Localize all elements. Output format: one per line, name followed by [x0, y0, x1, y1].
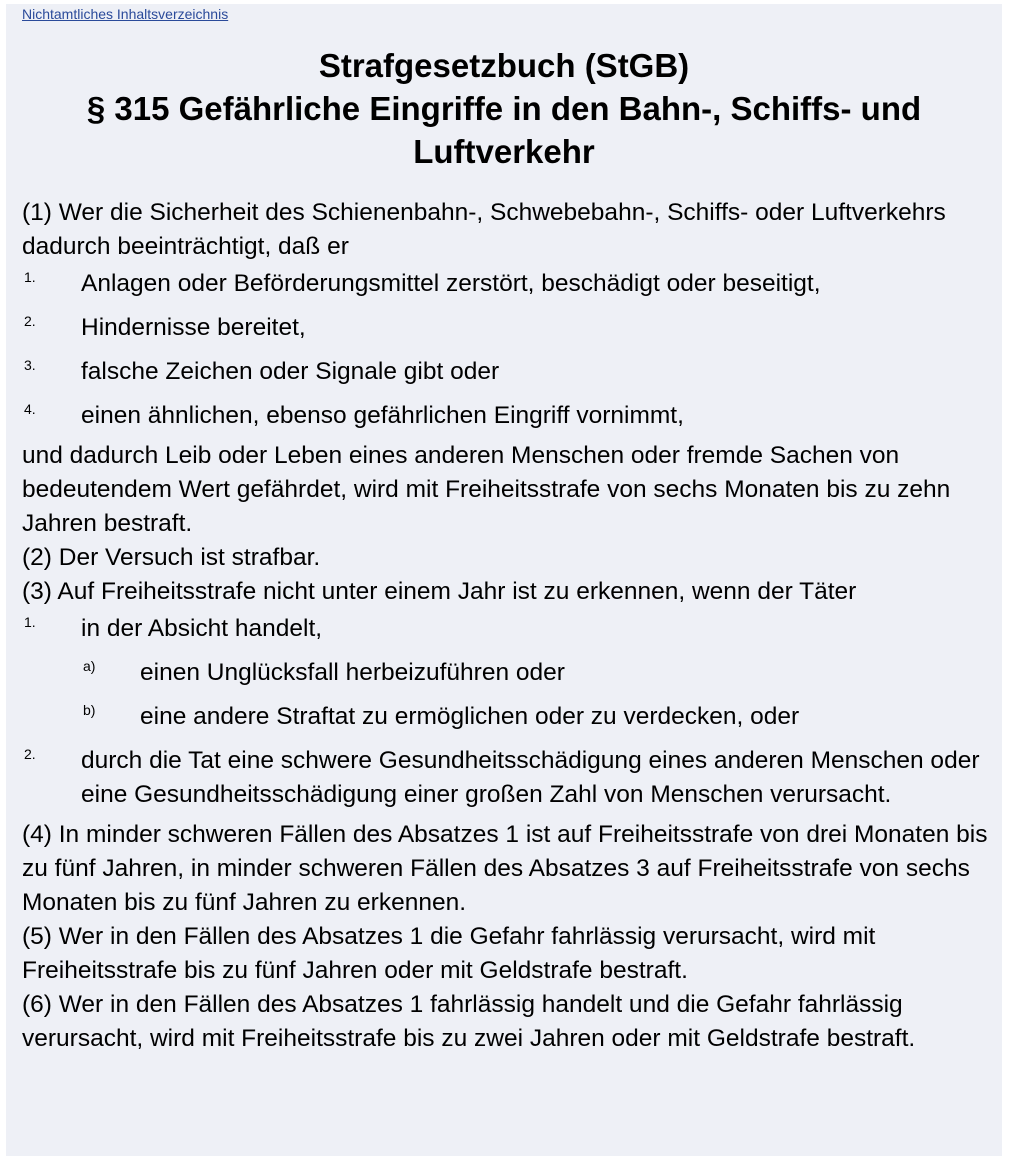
list-marker: 2.	[24, 746, 36, 762]
sublist-marker: b)	[83, 702, 96, 718]
list-item	[22, 267, 994, 301]
list-marker: 1.	[24, 269, 36, 285]
sublist-item	[81, 656, 994, 690]
sublist-marker: a)	[83, 658, 96, 674]
title-line-section: § 315 Gefährliche Eingriffe in den Bahn-, Schiffs- und	[86, 90, 922, 127]
abs1-closing: und dadurch Leib oder Leben eines anderen Menschen oder fremde Sachen von bedeutendem Wert gefährdet, wird mit Freiheitsstrafe von sechs Monaten bis zu zehn Jahren bestraft.	[22, 442, 951, 537]
list-item	[22, 399, 994, 433]
abs5-text: (5) Wer in den Fällen des Absatzes 1 die Gefahr fahrlässig verursacht, wird mit Freiheitsstrafe bis zu fünf Jahren oder mit Geldstrafe bestraft.	[22, 923, 876, 984]
abs4-text: (4) In minder schweren Fällen des Absatzes 1 ist auf Freiheitsstrafe von drei Monaten bis zu fünf Jahren, in minder schweren Fällen des Absatzes 3 auf Freiheitsstrafe von sechs Monaten bis zu fünf Jahren zu erkennen.	[22, 821, 988, 916]
list-item-text: Hindernisse bereitet,	[81, 314, 306, 341]
title-line-law: Strafgesetzbuch (StGB)	[318, 47, 690, 84]
list-item-text: Anlagen oder Beförderungsmittel zerstört, beschädigt oder beseitigt,	[81, 270, 821, 297]
sublist-item-text: einen Unglücksfall herbeizuführen oder	[140, 659, 565, 686]
abs1-intro: (1) Wer die Sicherheit des Schienenbahn-, Schwebebahn-, Schiffs- oder Luftverkehrs dadurch beeinträchtigt, daß er	[22, 199, 946, 260]
law-text	[22, 196, 994, 1056]
list-marker: 4.	[24, 401, 36, 417]
list-item-text: einen ähnlichen, ebenso gefährlichen Eingriff vornimmt,	[81, 402, 684, 429]
document-page	[6, 4, 1002, 1156]
list-item	[22, 311, 994, 345]
abs6-text: (6) Wer in den Fällen des Absatzes 1 fahrlässig handelt und die Gefahr fahrlässig verursacht, wird mit Freiheitsstrafe bis zu zwei Jahren oder mit Geldstrafe bestraft.	[22, 991, 916, 1052]
list-item-text: falsche Zeichen oder Signale gibt oder	[81, 358, 500, 385]
page-title	[6, 44, 1002, 173]
abs1-list	[22, 267, 994, 433]
list-item	[22, 744, 994, 812]
list-item	[22, 612, 994, 734]
abs3-sublist	[81, 656, 994, 734]
list-item-text: in der Absicht handelt,	[81, 615, 323, 642]
abs3-list	[22, 612, 994, 812]
toc-link[interactable]: Nichtamtliches Inhaltsverzeichnis	[22, 6, 229, 22]
title-line-section-cont: Luftverkehr	[413, 133, 595, 170]
list-marker: 1.	[24, 614, 36, 630]
list-marker: 2.	[24, 313, 36, 329]
sublist-item-text: eine andere Straftat zu ermöglichen oder zu verdecken, oder	[140, 703, 800, 730]
list-item	[22, 355, 994, 389]
sublist-item	[81, 700, 994, 734]
list-item-text: durch die Tat eine schwere Gesundheitsschädigung eines anderen Menschen oder eine Gesundheitsschädigung einer großen Zahl von Menschen verursacht.	[81, 747, 980, 808]
abs2-text: (2) Der Versuch ist strafbar.	[22, 544, 321, 571]
list-marker: 3.	[24, 357, 36, 373]
abs3-intro: (3) Auf Freiheitsstrafe nicht unter einem Jahr ist zu erkennen, wenn der Täter	[22, 578, 857, 605]
